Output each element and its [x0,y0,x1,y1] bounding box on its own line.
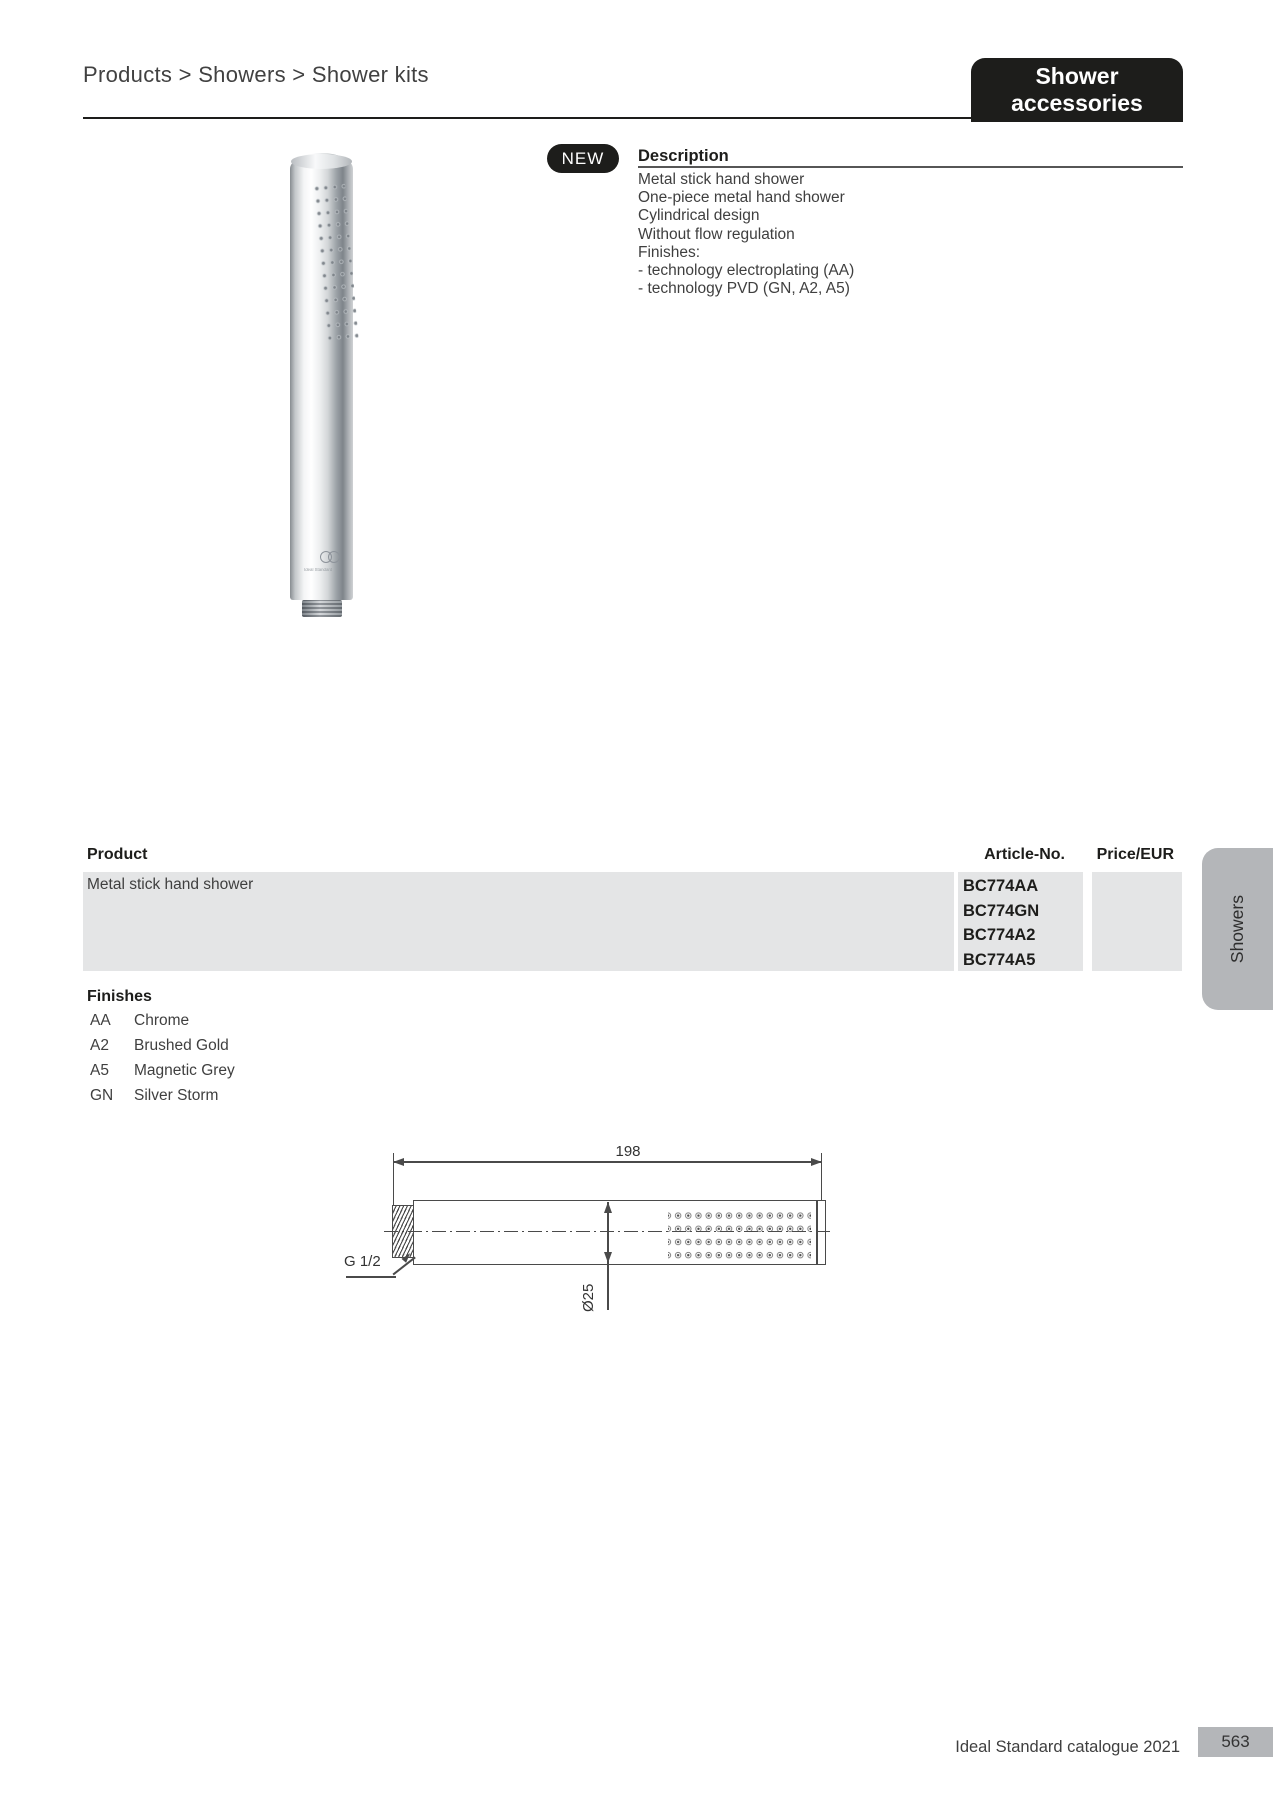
length-dimension-line [393,1161,822,1163]
arrow-left-icon [393,1158,404,1166]
finish-name: Brushed Gold [134,1037,229,1054]
category-badge-line1: Shower [1035,63,1119,89]
extension-line [393,1153,394,1205]
page-number: 563 [1198,1727,1273,1757]
finish-code: GN [90,1087,114,1104]
arrow-down-icon [604,1252,612,1263]
finish-name: Silver Storm [134,1087,219,1104]
article-number: BC774GN [963,901,1040,920]
end-cap-line [816,1200,818,1265]
length-dimension-label: 198 [615,1143,641,1160]
description-line: - technology PVD (GN, A2, A5) [638,280,850,298]
finish-code: A2 [90,1037,109,1054]
leader-line [346,1276,396,1278]
product-photo [290,153,354,618]
article-number-list [963,874,1039,973]
category-badge-line2: accessories [1011,90,1143,116]
description-line: Without flow regulation [638,225,795,243]
description-title: Description [638,147,729,165]
shower-cap-image [291,154,352,169]
article-number: BC774A2 [963,926,1036,945]
new-badge: NEW [547,144,619,173]
thread-dimension-label: G 1/2 [344,1253,381,1270]
section-tab-label: Showers [1227,894,1247,964]
description-line: Metal stick hand shower [638,171,805,188]
finish-name: Chrome [134,1012,190,1029]
nozzle-grid-drawing [668,1206,811,1259]
article-number: BC774A5 [963,951,1036,970]
finish-item [90,1062,390,1087]
description-line: - technology electroplating (AA) [638,262,855,280]
finishes-title: Finishes [87,988,152,1005]
finish-item [90,1087,390,1112]
arrow-up-icon [604,1202,612,1213]
brand-logo-text: Ideal Standard [304,568,333,573]
shower-thread-image [302,600,342,617]
description-line: One-piece metal hand shower [638,189,845,207]
description-divider [638,166,1183,168]
description-line: Finishes: [638,243,701,261]
finish-item [90,1037,390,1062]
catalogue-footer: Ideal Standard catalogue 2021 [955,1738,1180,1756]
article-number: BC774AA [963,877,1039,895]
table-cell-price [1092,872,1182,971]
finish-code: AA [90,1012,111,1029]
category-badge [971,58,1183,122]
extension-line [821,1153,822,1200]
column-header-article-no: Article-No. [984,846,1065,863]
section-tab-showers [1202,848,1273,1010]
product-name: Metal stick hand shower [87,876,254,893]
finish-item [90,1012,390,1037]
brand-logo-icon [320,551,344,565]
column-header-product: Product [87,846,148,863]
description-line: Cylindrical design [638,207,760,225]
diameter-dimension-label: Ø25 [580,1283,597,1312]
breadcrumb: Products > Showers > Shower kits [83,62,429,87]
finish-name: Magnetic Grey [134,1062,235,1079]
finish-code: A5 [90,1062,109,1079]
column-header-price: Price/EUR [1096,846,1174,863]
description-list [638,171,854,298]
